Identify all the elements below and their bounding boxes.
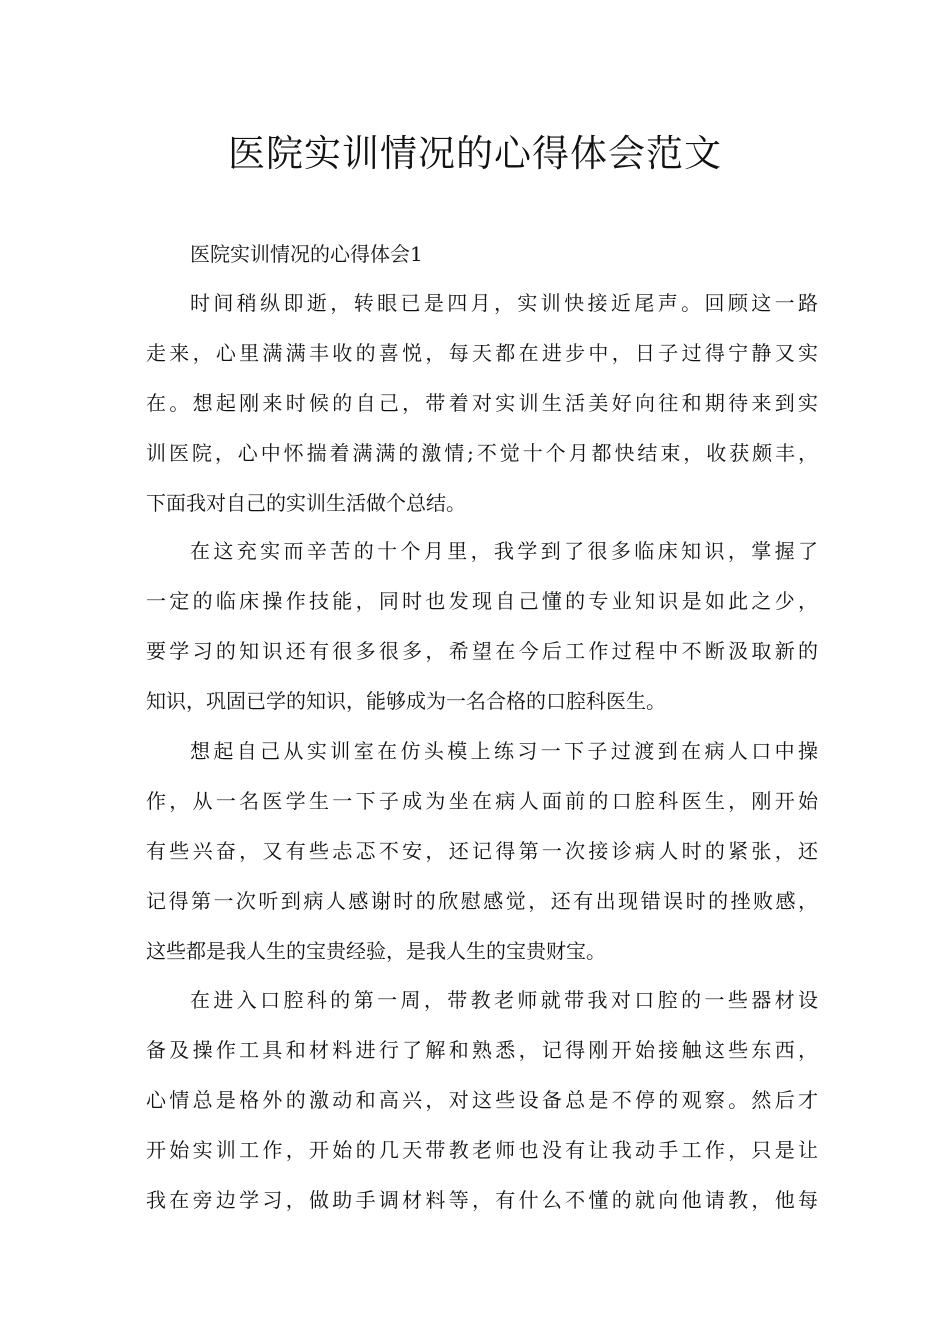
paragraph-line: 在这充实而辛苦的十个月里，我学到了很多临床知识，掌握了: [190, 539, 818, 563]
paragraph-2: [146, 533, 818, 733]
paragraph-3: [146, 733, 818, 983]
document-title: 医院实训情况的心得体会范文: [228, 132, 722, 175]
paragraph-line: 有些兴奋，又有些忐忑不安，还记得第一次接诊病人时的紧张，还: [146, 839, 818, 863]
paragraph-line: 时间稍纵即逝，转眼已是四月，实训快接近尾声。回顾这一路: [190, 291, 818, 315]
paragraph-line: 训医院，心中怀揣着满满的激情;不觉十个月都快结束，收获颇丰，: [146, 441, 818, 465]
paragraph-line: 下面我对自己的实训生活做个总结。: [146, 491, 466, 515]
paragraph-4: [146, 982, 818, 1232]
paragraph-line: 在进入口腔科的第一周，带教老师就带我对口腔的一些器材设: [190, 988, 818, 1012]
paragraph-line: 开始实训工作，开始的几天带教老师也没有让我动手工作，只是让: [146, 1138, 818, 1162]
paragraph-line: 一定的临床操作技能，同时也发现自己懂的专业知识是如此之少，: [146, 589, 818, 613]
paragraph-line: 知识，巩固已学的知识，能够成为一名合格的口腔科医生。: [146, 689, 666, 713]
section-heading: 医院实训情况的心得体会1: [190, 242, 423, 266]
paragraph-line: 要学习的知识还有很多很多，希望在今后工作过程中不断汲取新的: [146, 639, 818, 663]
paragraph-line: 想起自己从实训室在仿头模上练习一下子过渡到在病人口中操: [190, 739, 818, 763]
paragraph-line: 心情总是格外的激动和高兴，对这些设备总是不停的观察。然后才: [146, 1088, 818, 1112]
paragraph-line: 备及操作工具和材料进行了解和熟悉，记得刚开始接触这些东西，: [146, 1038, 818, 1062]
paragraph-line: 这些都是我人生的宝贵经验，是我人生的宝贵财宝。: [146, 939, 606, 963]
paragraph-line: 走来，心里满满丰收的喜悦，每天都在进步中，日子过得宁静又实: [146, 341, 818, 365]
paragraph-line: 我在旁边学习，做助手调材料等，有什么不懂的就向他请教，他每: [146, 1188, 818, 1212]
paragraph-line: 在。想起刚来时候的自己，带着对实训生活美好向往和期待来到实: [146, 391, 818, 415]
paragraph-line: 作，从一名医学生一下子成为坐在病人面前的口腔科医生，刚开始: [146, 789, 818, 813]
paragraph-line: 记得第一次听到病人感谢时的欣慰感觉，还有出现错误时的挫败感，: [146, 889, 818, 913]
paragraph-1: [146, 285, 818, 535]
